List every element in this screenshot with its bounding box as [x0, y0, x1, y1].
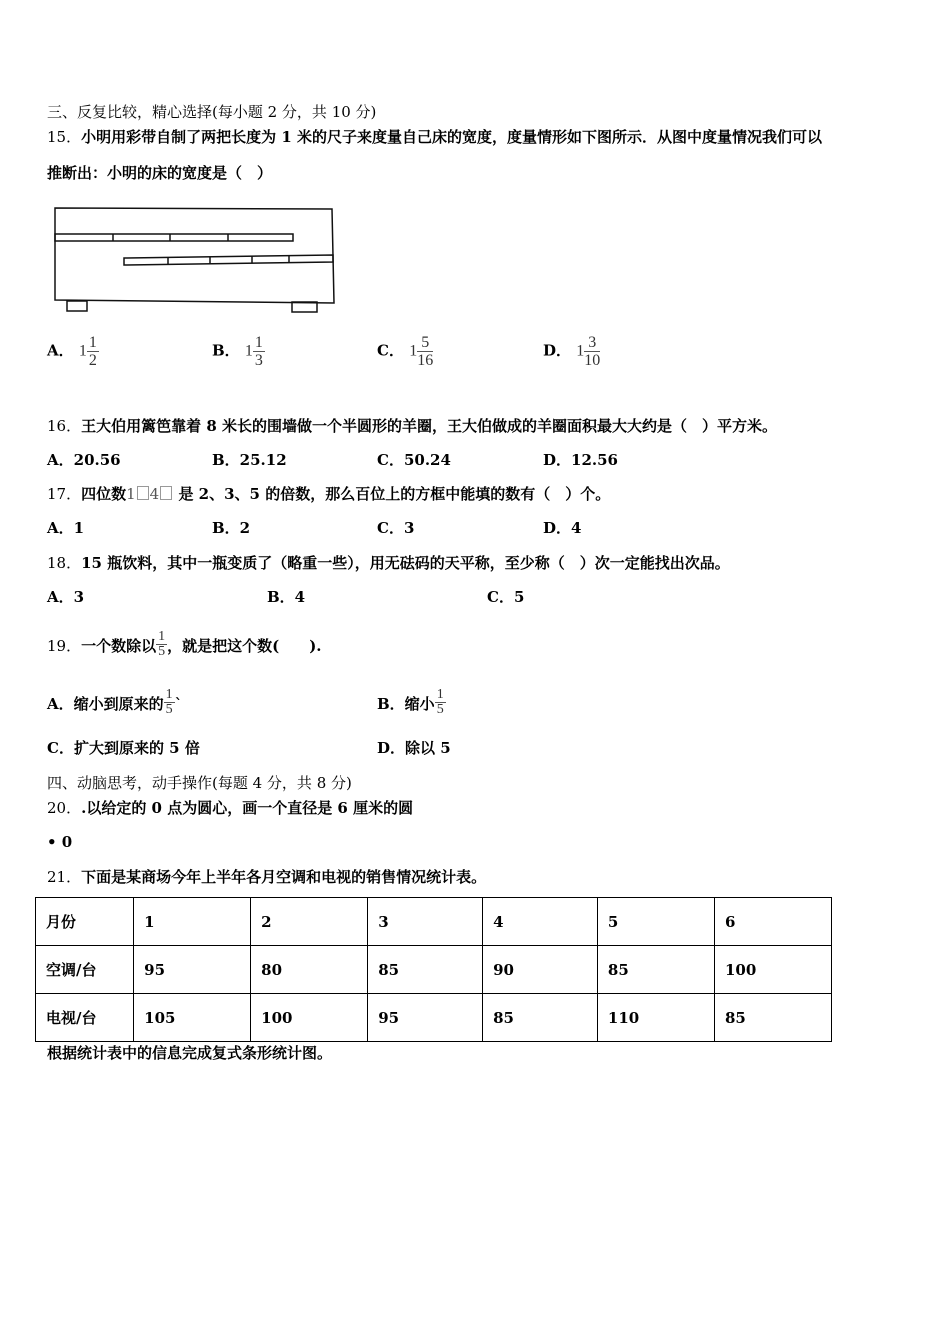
table-cell: 5	[597, 898, 714, 946]
blank-box	[160, 486, 172, 500]
sales-table	[35, 897, 832, 1042]
fraction-denominator: 3	[254, 352, 263, 369]
fraction-whole: 1	[409, 342, 418, 360]
option-label: D．	[543, 341, 572, 360]
q18-option-b[interactable]: B．4	[267, 588, 306, 606]
q19-option-d[interactable]: D．除以 5	[377, 739, 451, 757]
q19-question	[47, 630, 322, 659]
fraction-denominator: 5	[436, 702, 444, 717]
fraction-numerator: 5	[417, 334, 433, 352]
q16-number: 16．	[47, 417, 82, 435]
q19-text: 一个数除以	[81, 637, 157, 655]
q17-option-b[interactable]: B．2	[212, 519, 251, 537]
q17-question	[47, 484, 610, 504]
table-cell: 85	[597, 946, 714, 994]
q15-option-a[interactable]	[47, 334, 99, 369]
q20-question	[47, 798, 413, 818]
q15-option-d[interactable]	[543, 334, 600, 369]
q21-number: 21．	[47, 868, 82, 886]
q18-option-c[interactable]: C．5	[487, 588, 525, 606]
fraction-denominator: 16	[417, 352, 434, 369]
digit: 1	[126, 485, 136, 503]
q17-option-a[interactable]: A．1	[47, 519, 85, 537]
q21-text: 下面是某商场今年上半年各月空调和电视的销售情况统计表。	[81, 868, 487, 886]
row-header-cell: 电视/台	[36, 994, 134, 1042]
q15-line2: 推断出：小明的床的宽度是（ ）	[47, 164, 273, 182]
q18-question	[47, 553, 730, 573]
q19-number: 19．	[47, 637, 82, 655]
q16-text: 王大伯用篱笆靠着 8 米长的围墙做一个半圆形的羊圈，王大伯做成的羊圈面积最大大约是（ ）平方米。	[81, 417, 777, 435]
table-cell: 1	[134, 898, 251, 946]
table-cell: 3	[368, 898, 483, 946]
fraction-numerator: 1	[165, 687, 173, 702]
table-cell: 105	[134, 994, 251, 1042]
q21-question	[47, 867, 486, 887]
q18-text: 15 瓶饮料，其中一瓶变质了（略重一些），用无砝码的天平称，至少称（ ）次一定能找出次品。	[81, 554, 730, 572]
bed-ruler-figure	[50, 205, 340, 315]
option-label: A．缩小到原来的	[47, 695, 164, 713]
table-cell: 95	[134, 946, 251, 994]
table-cell: 85	[714, 994, 831, 1042]
q16-option-b[interactable]: B．25.12	[212, 451, 287, 469]
fraction-whole: 1	[576, 342, 585, 360]
fraction-numerator: 1	[254, 334, 263, 351]
stray-mark: `	[174, 695, 183, 713]
q17-option-d[interactable]: D．4	[543, 519, 582, 537]
fraction-numerator: 1	[158, 629, 166, 644]
table-row	[36, 898, 832, 946]
q19-text-end: ，就是把这个数( ).	[167, 637, 322, 655]
q21-instruction: 根据统计表中的信息完成复式条形统计图。	[47, 1044, 333, 1062]
fraction-numerator: 1	[436, 687, 444, 702]
q15-line1	[47, 127, 822, 147]
blank-box	[137, 486, 149, 500]
q15-number: 15．	[47, 128, 82, 146]
option-label: A．	[47, 341, 74, 360]
fraction-denominator: 5	[158, 644, 166, 659]
table-cell: 80	[251, 946, 368, 994]
q18-option-a[interactable]: A．3	[47, 588, 85, 606]
center-point-o: • 0	[47, 833, 73, 851]
fraction-numerator: 3	[584, 334, 600, 352]
fraction-whole: 1	[244, 342, 253, 360]
q15-option-b[interactable]	[212, 334, 265, 369]
table-cell: 4	[483, 898, 598, 946]
q16-question	[47, 416, 777, 436]
option-label: B．	[212, 341, 240, 360]
fraction-denominator: 5	[165, 702, 173, 717]
table-cell: 100	[251, 994, 368, 1042]
q16-option-c[interactable]: C．50.24	[377, 451, 451, 469]
q18-number: 18．	[47, 554, 82, 572]
table-cell: 100	[714, 946, 831, 994]
q17-text: 四位数	[81, 485, 127, 503]
q17-option-c[interactable]: C．3	[377, 519, 415, 537]
q16-option-a[interactable]: A．20.56	[47, 451, 121, 469]
digit: 4	[149, 485, 160, 503]
table-cell: 85	[483, 994, 598, 1042]
q19-option-b[interactable]	[377, 688, 446, 717]
table-row	[36, 946, 832, 994]
fraction-whole: 1	[78, 342, 87, 360]
fraction-denominator: 10	[584, 352, 601, 369]
q16-option-d[interactable]: D．12.56	[543, 451, 618, 469]
table-cell: 6	[714, 898, 831, 946]
table-cell: 90	[483, 946, 598, 994]
section4-title: 四、动脑思考，动手操作(每题 4 分，共 8 分)	[47, 774, 352, 792]
fraction-numerator: 1	[88, 334, 97, 351]
q19-option-c[interactable]: C．扩大到原来的 5 倍	[47, 739, 200, 757]
q17-number: 17．	[47, 485, 82, 503]
table-row	[36, 994, 832, 1042]
table-cell: 2	[251, 898, 368, 946]
section3-title: 三、反复比较，精心选择(每小题 2 分，共 10 分)	[47, 103, 377, 121]
q19-option-a[interactable]	[47, 688, 182, 717]
option-label: B．缩小	[377, 695, 435, 713]
table-cell: 95	[368, 994, 483, 1042]
table-cell: 85	[368, 946, 483, 994]
q17-text-end: 是 2、3、5 的倍数，那么百位上的方框中能填的数有（ ）个。	[178, 485, 611, 503]
q20-number: 20．	[47, 799, 82, 817]
option-label: C．	[377, 341, 404, 360]
row-header-cell: 月份	[36, 898, 134, 946]
q15-text: 小明用彩带自制了两把长度为 1 米的尺子来度量自己床的宽度，度量情形如下图所示．从图中度量情况我们可以	[81, 128, 822, 146]
q20-text: .以给定的 0 点为圆心，画一个直径是 6 厘米的圆	[81, 799, 414, 817]
q15-option-c[interactable]	[377, 334, 433, 369]
table-cell: 110	[597, 994, 714, 1042]
fraction-denominator: 2	[88, 352, 97, 369]
row-header-cell: 空调/台	[36, 946, 134, 994]
